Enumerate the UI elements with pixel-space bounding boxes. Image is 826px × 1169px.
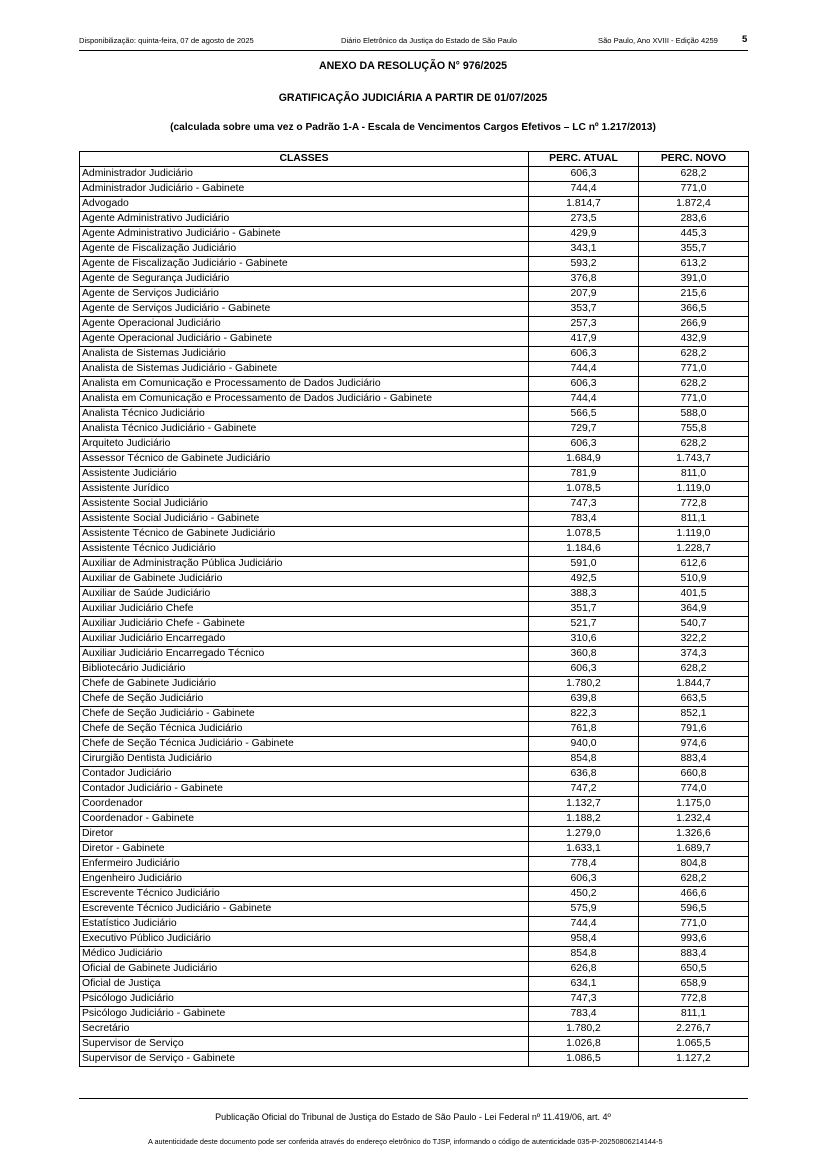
cell-current-percentage: 376,8	[529, 272, 639, 287]
cell-current-percentage: 1.078,5	[529, 482, 639, 497]
table-row	[80, 812, 749, 827]
cell-new-percentage: 974,6	[639, 737, 749, 752]
cell-new-percentage: 510,9	[639, 572, 749, 587]
table-row	[80, 887, 749, 902]
cell-new-percentage: 540,7	[639, 617, 749, 632]
table-row	[80, 857, 749, 872]
cell-new-percentage: 804,8	[639, 857, 749, 872]
cell-class: Supervisor de Serviço	[80, 1037, 529, 1052]
cell-class: Advogado	[80, 197, 529, 212]
cell-new-percentage: 1.326,6	[639, 827, 749, 842]
cell-current-percentage: 781,9	[529, 467, 639, 482]
cell-class: Assessor Técnico de Gabinete Judiciário	[80, 452, 529, 467]
table-row	[80, 497, 749, 512]
cell-current-percentage: 273,5	[529, 212, 639, 227]
cell-current-percentage: 606,3	[529, 347, 639, 362]
cell-new-percentage: 628,2	[639, 662, 749, 677]
table-row	[80, 932, 749, 947]
cell-class: Chefe de Seção Técnica Judiciário	[80, 722, 529, 737]
cell-class: Arquiteto Judiciário	[80, 437, 529, 452]
table-row	[80, 797, 749, 812]
annex-title: ANEXO DA RESOLUÇÃO N° 976/2025	[318, 60, 508, 72]
cell-new-percentage: 355,7	[639, 242, 749, 257]
cell-current-percentage: 940,0	[529, 737, 639, 752]
cell-current-percentage: 1.780,2	[529, 677, 639, 692]
footer-divider	[79, 1098, 748, 1099]
cell-current-percentage: 417,9	[529, 332, 639, 347]
cell-new-percentage: 1.065,5	[639, 1037, 749, 1052]
table-header-row	[80, 152, 749, 167]
cell-current-percentage: 1.633,1	[529, 842, 639, 857]
cell-current-percentage: 575,9	[529, 902, 639, 917]
cell-current-percentage: 353,7	[529, 302, 639, 317]
cell-class: Analista Técnico Judiciário	[80, 407, 529, 422]
cell-class: Agente de Fiscalização Judiciário - Gabinete	[80, 257, 529, 272]
cell-new-percentage: 1.119,0	[639, 482, 749, 497]
table-row	[80, 782, 749, 797]
cell-current-percentage: 606,3	[529, 662, 639, 677]
cell-class: Auxiliar Judiciário Chefe - Gabinete	[80, 617, 529, 632]
cell-new-percentage: 771,0	[639, 392, 749, 407]
cell-new-percentage: 1.844,7	[639, 677, 749, 692]
cell-class: Agente de Fiscalização Judiciário	[80, 242, 529, 257]
cell-current-percentage: 606,3	[529, 377, 639, 392]
table-row	[80, 182, 749, 197]
table-row	[80, 902, 749, 917]
table-row	[80, 302, 749, 317]
table-row	[80, 617, 749, 632]
cell-class: Auxiliar Judiciário Encarregado	[80, 632, 529, 647]
cell-class: Auxiliar Judiciário Encarregado Técnico	[80, 647, 529, 662]
table-row	[80, 572, 749, 587]
cell-class: Assistente Técnico Judiciário	[80, 542, 529, 557]
cell-current-percentage: 257,3	[529, 317, 639, 332]
cell-new-percentage: 771,0	[639, 362, 749, 377]
cell-class: Executivo Público Judiciário	[80, 932, 529, 947]
table-row	[80, 227, 749, 242]
cell-current-percentage: 450,2	[529, 887, 639, 902]
cell-current-percentage: 343,1	[529, 242, 639, 257]
cell-current-percentage: 591,0	[529, 557, 639, 572]
table-row	[80, 647, 749, 662]
table-row	[80, 257, 749, 272]
table-row	[80, 992, 749, 1007]
table-row	[80, 317, 749, 332]
cell-class: Psicólogo Judiciário	[80, 992, 529, 1007]
cell-new-percentage: 883,4	[639, 947, 749, 962]
cell-new-percentage: 811,1	[639, 512, 749, 527]
cell-class: Agente de Serviços Judiciário	[80, 287, 529, 302]
cell-current-percentage: 822,3	[529, 707, 639, 722]
cell-class: Auxiliar de Saúde Judiciário	[80, 587, 529, 602]
table-row	[80, 527, 749, 542]
cell-new-percentage: 612,6	[639, 557, 749, 572]
cell-class: Agente Operacional Judiciário	[80, 317, 529, 332]
table-row	[80, 212, 749, 227]
cell-class: Chefe de Seção Judiciário	[80, 692, 529, 707]
cell-new-percentage: 628,2	[639, 167, 749, 182]
cell-class: Analista de Sistemas Judiciário	[80, 347, 529, 362]
cell-current-percentage: 566,5	[529, 407, 639, 422]
table-row	[80, 872, 749, 887]
cell-new-percentage: 588,0	[639, 407, 749, 422]
cell-new-percentage: 628,2	[639, 437, 749, 452]
edition-info: São Paulo, Ano XVIII - Edição 4259	[598, 36, 718, 45]
table-row	[80, 287, 749, 302]
cell-new-percentage: 1.689,7	[639, 842, 749, 857]
cell-current-percentage: 521,7	[529, 617, 639, 632]
table-row	[80, 542, 749, 557]
cell-new-percentage: 322,2	[639, 632, 749, 647]
cell-class: Diretor	[80, 827, 529, 842]
cell-current-percentage: 783,4	[529, 512, 639, 527]
cell-class: Assistente Social Judiciário	[80, 497, 529, 512]
cell-current-percentage: 747,3	[529, 497, 639, 512]
cell-new-percentage: 1.127,2	[639, 1052, 749, 1067]
column-header-new-percentage: PERC. NOVO	[639, 152, 749, 167]
table-row	[80, 1052, 749, 1067]
cell-new-percentage: 613,2	[639, 257, 749, 272]
cell-new-percentage: 466,6	[639, 887, 749, 902]
cell-new-percentage: 432,9	[639, 332, 749, 347]
cell-new-percentage: 1.175,0	[639, 797, 749, 812]
cell-current-percentage: 606,3	[529, 872, 639, 887]
table-row	[80, 827, 749, 842]
cell-class: Psicólogo Judiciário - Gabinete	[80, 1007, 529, 1022]
cell-class: Chefe de Seção Judiciário - Gabinete	[80, 707, 529, 722]
cell-new-percentage: 628,2	[639, 872, 749, 887]
cell-new-percentage: 2.276,7	[639, 1022, 749, 1037]
cell-new-percentage: 772,8	[639, 992, 749, 1007]
cell-class: Escrevente Técnico Judiciário	[80, 887, 529, 902]
table-row	[80, 437, 749, 452]
cell-current-percentage: 207,9	[529, 287, 639, 302]
cell-new-percentage: 215,6	[639, 287, 749, 302]
table-row	[80, 557, 749, 572]
cell-current-percentage: 1.814,7	[529, 197, 639, 212]
cell-current-percentage: 429,9	[529, 227, 639, 242]
cell-new-percentage: 1.872,4	[639, 197, 749, 212]
cell-class: Chefe de Seção Técnica Judiciário - Gabinete	[80, 737, 529, 752]
cell-class: Chefe de Gabinete Judiciário	[80, 677, 529, 692]
cell-new-percentage: 993,6	[639, 932, 749, 947]
table-body	[80, 167, 749, 1067]
cell-class: Estatístico Judiciário	[80, 917, 529, 932]
publication-notice: Publicação Oficial do Tribunal de Justiça do Estado de São Paulo - Lei Federal nº 11.419/06, art. 4º	[215, 1112, 611, 1122]
cell-class: Auxiliar Judiciário Chefe	[80, 602, 529, 617]
cell-new-percentage: 283,6	[639, 212, 749, 227]
table-row	[80, 1007, 749, 1022]
cell-class: Escrevente Técnico Judiciário - Gabinete	[80, 902, 529, 917]
cell-class: Agente de Segurança Judiciário	[80, 272, 529, 287]
cell-current-percentage: 1.684,9	[529, 452, 639, 467]
table-row	[80, 452, 749, 467]
cell-current-percentage: 634,1	[529, 977, 639, 992]
cell-class: Administrador Judiciário - Gabinete	[80, 182, 529, 197]
cell-current-percentage: 593,2	[529, 257, 639, 272]
cell-class: Assistente Judiciário	[80, 467, 529, 482]
cell-class: Agente Operacional Judiciário - Gabinete	[80, 332, 529, 347]
cell-current-percentage: 854,8	[529, 947, 639, 962]
cell-new-percentage: 366,5	[639, 302, 749, 317]
cell-class: Enfermeiro Judiciário	[80, 857, 529, 872]
cell-current-percentage: 1.132,7	[529, 797, 639, 812]
cell-new-percentage: 791,6	[639, 722, 749, 737]
cell-new-percentage: 811,1	[639, 1007, 749, 1022]
cell-new-percentage: 811,0	[639, 467, 749, 482]
table-row	[80, 362, 749, 377]
cell-new-percentage: 266,9	[639, 317, 749, 332]
cell-current-percentage: 744,4	[529, 917, 639, 932]
cell-current-percentage: 747,2	[529, 782, 639, 797]
cell-current-percentage: 744,4	[529, 392, 639, 407]
cell-current-percentage: 626,8	[529, 962, 639, 977]
cell-current-percentage: 778,4	[529, 857, 639, 872]
cell-current-percentage: 744,4	[529, 362, 639, 377]
cell-current-percentage: 1.279,0	[529, 827, 639, 842]
cell-class: Analista de Sistemas Judiciário - Gabinete	[80, 362, 529, 377]
cell-current-percentage: 1.184,6	[529, 542, 639, 557]
table-row	[80, 197, 749, 212]
column-header-classes: CLASSES	[80, 152, 529, 167]
cell-new-percentage: 772,8	[639, 497, 749, 512]
cell-class: Agente Administrativo Judiciário	[80, 212, 529, 227]
table-row	[80, 602, 749, 617]
table-row	[80, 392, 749, 407]
cell-current-percentage: 492,5	[529, 572, 639, 587]
cell-class: Engenheiro Judiciário	[80, 872, 529, 887]
cell-new-percentage: 771,0	[639, 182, 749, 197]
table-row	[80, 347, 749, 362]
cell-new-percentage: 596,5	[639, 902, 749, 917]
cell-current-percentage: 351,7	[529, 602, 639, 617]
cell-class: Contador Judiciário	[80, 767, 529, 782]
cell-new-percentage: 658,9	[639, 977, 749, 992]
cell-class: Coordenador	[80, 797, 529, 812]
cell-class: Bibliotecário Judiciário	[80, 662, 529, 677]
cell-class: Administrador Judiciário	[80, 167, 529, 182]
cell-class: Analista em Comunicação e Processamento de Dados Judiciário	[80, 377, 529, 392]
cell-class: Secretário	[80, 1022, 529, 1037]
table-row	[80, 947, 749, 962]
cell-class: Agente Administrativo Judiciário - Gabinete	[80, 227, 529, 242]
table-row	[80, 917, 749, 932]
cell-new-percentage: 401,5	[639, 587, 749, 602]
table-row	[80, 752, 749, 767]
cell-new-percentage: 650,5	[639, 962, 749, 977]
journal-name: Diário Eletrônico da Justiça do Estado de São Paulo	[341, 36, 518, 45]
calculation-subtitle: (calculada sobre uma vez o Padrão 1-A - Escala de Vencimentos Cargos Efetivos – LC nº 1.217/2013)	[170, 122, 656, 133]
cell-new-percentage: 883,4	[639, 752, 749, 767]
table-row	[80, 722, 749, 737]
cell-class: Oficial de Justiça	[80, 977, 529, 992]
cell-current-percentage: 747,3	[529, 992, 639, 1007]
table-row	[80, 272, 749, 287]
cell-new-percentage: 445,3	[639, 227, 749, 242]
table-row	[80, 662, 749, 677]
cell-class: Diretor - Gabinete	[80, 842, 529, 857]
table-row	[80, 677, 749, 692]
cell-class: Auxiliar de Administração Pública Judiciário	[80, 557, 529, 572]
cell-current-percentage: 1.026,8	[529, 1037, 639, 1052]
table-row	[80, 632, 749, 647]
cell-current-percentage: 388,3	[529, 587, 639, 602]
table-row	[80, 167, 749, 182]
cell-new-percentage: 663,5	[639, 692, 749, 707]
page-number: 5	[742, 34, 748, 45]
cell-current-percentage: 606,3	[529, 167, 639, 182]
cell-class: Cirurgião Dentista Judiciário	[80, 752, 529, 767]
cell-current-percentage: 310,6	[529, 632, 639, 647]
cell-current-percentage: 783,4	[529, 1007, 639, 1022]
table-row	[80, 977, 749, 992]
cell-new-percentage: 755,8	[639, 422, 749, 437]
cell-class: Coordenador - Gabinete	[80, 812, 529, 827]
cell-current-percentage: 761,8	[529, 722, 639, 737]
table-row	[80, 707, 749, 722]
cell-new-percentage: 660,8	[639, 767, 749, 782]
table-row	[80, 767, 749, 782]
cell-new-percentage: 852,1	[639, 707, 749, 722]
cell-new-percentage: 1.232,4	[639, 812, 749, 827]
table-row	[80, 512, 749, 527]
cell-class: Assistente Técnico de Gabinete Judiciário	[80, 527, 529, 542]
cell-current-percentage: 360,8	[529, 647, 639, 662]
gratification-title: GRATIFICAÇÃO JUDICIÁRIA A PARTIR DE 01/07/2025	[278, 92, 548, 104]
table-row	[80, 692, 749, 707]
cell-new-percentage: 628,2	[639, 347, 749, 362]
cell-current-percentage: 958,4	[529, 932, 639, 947]
table-row	[80, 962, 749, 977]
cell-new-percentage: 374,3	[639, 647, 749, 662]
cell-new-percentage: 391,0	[639, 272, 749, 287]
header-divider	[79, 50, 748, 51]
table-row	[80, 482, 749, 497]
cell-current-percentage: 636,8	[529, 767, 639, 782]
table-row	[80, 1037, 749, 1052]
availability-date: Disponibilização: quinta-feira, 07 de agosto de 2025	[79, 36, 254, 45]
cell-class: Analista Técnico Judiciário - Gabinete	[80, 422, 529, 437]
table-row	[80, 377, 749, 392]
gratification-table	[79, 151, 749, 1067]
cell-class: Auxiliar de Gabinete Judiciário	[80, 572, 529, 587]
page-header	[79, 34, 748, 48]
column-header-current-percentage: PERC. ATUAL	[529, 152, 639, 167]
cell-current-percentage: 1.780,2	[529, 1022, 639, 1037]
cell-current-percentage: 744,4	[529, 182, 639, 197]
table-row	[80, 587, 749, 602]
cell-new-percentage: 1.119,0	[639, 527, 749, 542]
cell-new-percentage: 771,0	[639, 917, 749, 932]
cell-current-percentage: 1.188,2	[529, 812, 639, 827]
cell-current-percentage: 1.086,5	[529, 1052, 639, 1067]
cell-current-percentage: 639,8	[529, 692, 639, 707]
cell-class: Analista em Comunicação e Processamento de Dados Judiciário - Gabinete	[80, 392, 529, 407]
cell-new-percentage: 1.228,7	[639, 542, 749, 557]
table-row	[80, 242, 749, 257]
cell-class: Oficial de Gabinete Judiciário	[80, 962, 529, 977]
table-row	[80, 407, 749, 422]
cell-current-percentage: 606,3	[529, 437, 639, 452]
cell-current-percentage: 1.078,5	[529, 527, 639, 542]
table-row	[80, 467, 749, 482]
cell-new-percentage: 364,9	[639, 602, 749, 617]
cell-class: Supervisor de Serviço - Gabinete	[80, 1052, 529, 1067]
cell-class: Assistente Social Judiciário - Gabinete	[80, 512, 529, 527]
table-row	[80, 737, 749, 752]
cell-new-percentage: 628,2	[639, 377, 749, 392]
cell-new-percentage: 774,0	[639, 782, 749, 797]
cell-class: Agente de Serviços Judiciário - Gabinete	[80, 302, 529, 317]
cell-new-percentage: 1.743,7	[639, 452, 749, 467]
cell-current-percentage: 854,8	[529, 752, 639, 767]
cell-class: Médico Judiciário	[80, 947, 529, 962]
cell-class: Contador Judiciário - Gabinete	[80, 782, 529, 797]
table-row	[80, 332, 749, 347]
authenticity-notice: A autenticidade deste documento pode ser conferida através do endereço eletrônico do TJSP, informando o código de autenticidade 035-P-20250806214144-5	[148, 1137, 663, 1146]
table-row	[80, 422, 749, 437]
table-row	[80, 1022, 749, 1037]
cell-current-percentage: 729,7	[529, 422, 639, 437]
cell-class: Assistente Jurídico	[80, 482, 529, 497]
table-row	[80, 842, 749, 857]
